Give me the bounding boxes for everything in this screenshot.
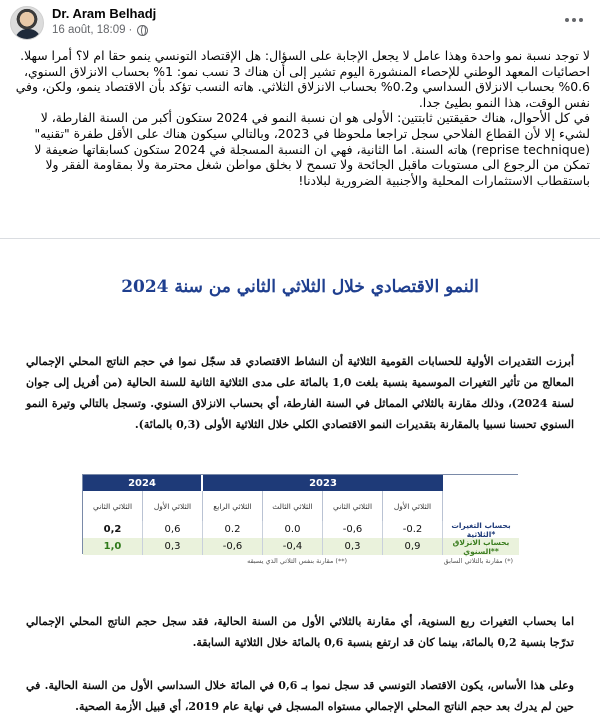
post-text — [10, 48, 590, 188]
table-footnote: (**) مقارنة بنفس الثلاثي الذي يسبقه — [247, 557, 347, 565]
table-cell: -0,6 — [203, 538, 263, 555]
year-header-2024: 2024 — [83, 475, 203, 491]
post-paragraph-2: احصائيات المعهد الوطني للإحصاء المنشورة اليوم تشير إلى أن هناك 3 نسب نمو: 1% بحساب الانزلاق السنوي، 0.6% بحساب الانزلاق السداسي و0.2% بحساب الانزلاق الثلاثي. هاته النسب تؤكد بأن الاقتصاد ينمو، ولكن، وفي نفس الوقت، هذا النمو بطيئ جدا. — [15, 63, 590, 110]
document-paragraph-2: اما بحساب التغيرات ربع السنوية، أي مقارنة بالثلاثي الأول من السنة الحالية، فقد سجل حجم الناتج المحلي الإجمالي تدرّجا بنسبة 0,2 بالمائة، بينما كان قد ارتفع بنسبة 0,6 بالمائة خلال الثلاثية السابقة. — [26, 615, 574, 649]
row-label-quarterly: بحساب التغيرات الثلاثية* — [443, 521, 519, 538]
table-cell: 0,2 — [83, 521, 143, 538]
table-cell: 0,3 — [323, 538, 383, 555]
dot-icon — [579, 18, 583, 22]
quarter-header: الثلاثي الأول — [143, 491, 203, 521]
document-title: النمو الاقتصادي خلال الثلاثي الثاني من سنة 2024 — [121, 277, 479, 297]
quarter-header: الثلاثي الرابع — [203, 491, 263, 521]
quarter-header: الثلاثي الثاني — [323, 491, 383, 521]
table-footnote: (*) مقارنة بالثلاثي السابق — [443, 557, 513, 565]
dot-icon — [565, 18, 569, 22]
table-cell: 0.0 — [263, 521, 323, 538]
document-paragraph-3: وعلى هذا الأساس، يكون الاقتصاد التونسي قد سجل نموا بـ 0,6 في المائة خلال السداسي الأول من السنة الحالية. في حين لم يدرك بعد حجم الناتج المحلي الإجمالي مستواه المسجل في نهاية عام 2019، أي قبيل الأزمة الصحية. — [26, 679, 574, 713]
globe-icon[interactable] — [137, 25, 148, 36]
year-header-2023: 2023 — [203, 475, 443, 491]
document-paragraph-1: أبرزت التقديرات الأولية للحسابات القومية الثلاثية أن النشاط الاقتصادي قد سجّل نموا في حجم الناتج المحلي الإجمالي المعالج من تأثير التغيرات الموسمية بنسبة بلغت 1,0 بالمائة على مدى الثلاثية الثانية للسنة الحالية (من أفريل إلى جوان لسنة 2024)، وذلك مقارنة بالثلاثي المماثل في السنة الفارطة، أي بحساب الانزلاق السنوي. وتسجل بالتالي وتيرة النمو السنوي تحسنا نسبيا بالمقارنة بتقديرات النمو الاقتصادي الكلي خلال الثلاثية الأولى (0,3 بالمائة). — [26, 355, 574, 431]
table-cell: 0.2 — [203, 521, 263, 538]
table-cell: -0.2 — [383, 521, 443, 538]
post-header — [0, 0, 600, 46]
meta-separator: · — [128, 24, 133, 36]
table-cell: 0,3 — [143, 538, 203, 555]
post-paragraph-1: لا توجد نسبة نمو واحدة وهذا عامل لا يجعل الإجابة على السؤال: هل الإقتصاد التونسي ينمو حقا ام لا؟ أمرا سهلا. — [20, 48, 590, 63]
table-cell: -0,4 — [263, 538, 323, 555]
quarter-header: الثلاثي الثاني — [83, 491, 143, 521]
table-cell: 1,0 — [83, 538, 143, 555]
author-name[interactable]: Dr. Aram Belhadj — [52, 6, 157, 21]
dot-icon — [572, 18, 576, 22]
more-options-button[interactable] — [562, 10, 586, 30]
quarter-header: الثلاثي الأول — [383, 491, 443, 521]
table-cell: 0,6 — [143, 521, 203, 538]
table-cell: 0,9 — [383, 538, 443, 555]
quarter-header: الثلاثي الثالث — [263, 491, 323, 521]
post-paragraph-3: في كل الأحوال، هناك حقيقتين ثابتتين: الأولى هو ان نسبة النمو في 2024 ستكون أكبر من السنة الفارطة، لا لشيء إلا لأن القطاع الفلاحي سجل تراجعا ملحوظا في 2023، وبالتالي سيكون هناك على الأقل طفرة "تقنيه" (reprise technique) هاته السنة. اما الثانية، فهي ان النسبة المسجلة في 2024 ستكون كسابقاتها ضعيفة لا تمكن من الرجوع الى مستويات ماقبل الجائحة ولا تسمح لا بخلق مواطن شغل محترمة ولا بمقاومة الفقر ولا باستقطاب الاستثمارات المحلية والأجنبية الضرورية لبلادنا! — [34, 110, 590, 188]
table-corner — [443, 475, 519, 521]
growth-table — [82, 474, 518, 565]
table-cell: -0,6 — [323, 521, 383, 538]
post-meta — [52, 24, 148, 36]
avatar[interactable] — [10, 6, 44, 40]
row-label-annual: بحساب الانزلاق السنوي** — [443, 538, 519, 555]
post-image[interactable] — [0, 239, 600, 728]
post-date[interactable]: 16 août, 18:09 — [52, 24, 126, 36]
